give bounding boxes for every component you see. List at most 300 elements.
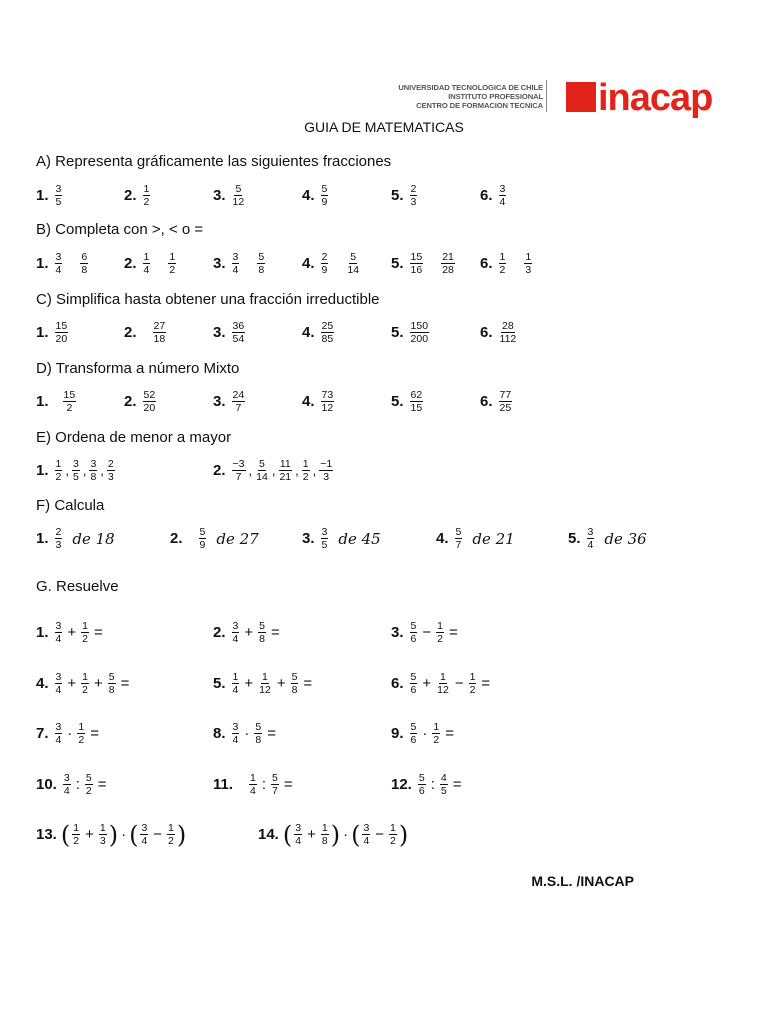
fraction-denominator: 4 bbox=[232, 684, 239, 696]
operator: + bbox=[244, 675, 254, 692]
fraction bbox=[232, 251, 240, 276]
fraction-denominator: 2 bbox=[302, 471, 309, 483]
fraction bbox=[278, 458, 292, 483]
fraction-numerator: 5 bbox=[272, 772, 278, 784]
exercise-f-3 bbox=[302, 526, 381, 551]
fraction bbox=[72, 458, 80, 483]
exercise-a-5 bbox=[391, 183, 419, 208]
fraction-denominator: 2 bbox=[82, 633, 88, 645]
exercise-d-6 bbox=[480, 389, 514, 414]
exercise-number: 6. bbox=[480, 324, 493, 341]
inacap-logo bbox=[548, 78, 718, 124]
exercise-number: 3. bbox=[213, 324, 226, 341]
operator: + bbox=[244, 624, 254, 641]
fraction-numerator: 1 bbox=[143, 251, 150, 263]
exercise-a-2 bbox=[124, 183, 152, 208]
exercise-number: 13. bbox=[36, 826, 57, 843]
exercise-number: 3. bbox=[213, 187, 226, 204]
fraction-denominator: 2 bbox=[73, 835, 80, 847]
exercise-number: 6. bbox=[391, 675, 404, 692]
exercise-g-3 bbox=[391, 620, 461, 645]
operator: : bbox=[75, 776, 80, 793]
fraction-numerator: 5 bbox=[259, 620, 265, 632]
fraction-numerator: 5 bbox=[350, 251, 357, 263]
fraction bbox=[167, 822, 175, 847]
exercise-number: 2. bbox=[124, 324, 137, 341]
institution-line-1: UNIVERSIDAD TECNOLOGICA DE CHILE bbox=[398, 83, 543, 92]
fraction-numerator: 27 bbox=[153, 320, 166, 332]
exercise-g-4 bbox=[36, 671, 132, 696]
fraction bbox=[321, 251, 329, 276]
operator: : bbox=[261, 776, 267, 793]
fraction bbox=[232, 671, 240, 696]
fraction bbox=[258, 620, 266, 645]
exercise-c-6 bbox=[480, 320, 519, 345]
equals-sign: = bbox=[93, 624, 103, 641]
fraction-denominator: 8 bbox=[321, 835, 328, 847]
fraction-denominator: 9 bbox=[321, 264, 328, 276]
exercise-number: 1. bbox=[36, 187, 49, 204]
fraction-denominator: 4 bbox=[232, 633, 239, 645]
fraction-numerator: 1 bbox=[499, 251, 506, 263]
fraction bbox=[410, 251, 424, 276]
section-d-heading: D) Transforma a número Mixto bbox=[36, 360, 240, 377]
fraction-denominator: 5 bbox=[321, 539, 328, 551]
fraction-denominator: 5 bbox=[72, 471, 79, 483]
comma-separator: , bbox=[271, 463, 276, 478]
fraction-denominator: 200 bbox=[410, 333, 429, 345]
exercise-a-6 bbox=[480, 183, 508, 208]
fraction-denominator: 7 bbox=[235, 471, 242, 483]
section-b-heading: B) Completa con >, < o = bbox=[36, 221, 204, 238]
fraction-denominator: 2 bbox=[169, 264, 176, 276]
fraction-numerator: 1 bbox=[168, 822, 174, 834]
fraction bbox=[232, 458, 246, 483]
equals-sign: = bbox=[448, 624, 458, 641]
fraction-denominator: 4 bbox=[55, 633, 62, 645]
fraction-numerator: 5 bbox=[199, 526, 206, 538]
fraction bbox=[55, 526, 63, 551]
fraction bbox=[63, 772, 71, 797]
operator: : bbox=[430, 776, 435, 793]
close-paren: ) bbox=[108, 820, 119, 849]
fraction bbox=[436, 671, 450, 696]
exercise-c-2 bbox=[124, 320, 168, 345]
fraction-denominator: 3 bbox=[410, 196, 417, 208]
fraction bbox=[77, 721, 85, 746]
fraction-denominator: 12 bbox=[321, 402, 334, 414]
fraction-numerator: 3 bbox=[499, 183, 506, 195]
exercise-number: 5. bbox=[391, 187, 404, 204]
fraction-denominator: 5 bbox=[440, 785, 447, 797]
fraction-numerator: 62 bbox=[410, 389, 423, 401]
operator: + bbox=[67, 624, 77, 641]
fraction-numerator: 3 bbox=[141, 822, 148, 834]
fraction-numerator: 5 bbox=[258, 251, 265, 263]
fraction-denominator: 2 bbox=[469, 684, 476, 696]
fraction-denominator: 2 bbox=[55, 471, 62, 483]
fraction-denominator: 12 bbox=[259, 684, 271, 696]
fraction-denominator: 16 bbox=[410, 264, 423, 276]
fraction-numerator: 3 bbox=[90, 458, 97, 470]
comma-separator: , bbox=[312, 463, 317, 478]
fraction bbox=[441, 251, 455, 276]
fraction bbox=[232, 320, 246, 345]
fraction bbox=[410, 671, 418, 696]
fraction-numerator: 3 bbox=[321, 526, 328, 538]
exercise-number: 2. bbox=[124, 187, 137, 204]
fraction bbox=[55, 320, 69, 345]
operator: + bbox=[276, 675, 286, 692]
fraction bbox=[143, 389, 157, 414]
fraction bbox=[55, 183, 63, 208]
fraction-numerator: 1 bbox=[169, 251, 176, 263]
comma-separator: , bbox=[100, 463, 104, 478]
fraction bbox=[232, 620, 240, 645]
fraction bbox=[346, 251, 360, 276]
exercise-f-1 bbox=[36, 526, 115, 551]
fraction-denominator: 8 bbox=[90, 471, 97, 483]
fraction bbox=[469, 671, 477, 696]
exercise-number: 1. bbox=[36, 393, 49, 410]
open-paren: ( bbox=[60, 820, 71, 849]
expression-text: de 18 bbox=[72, 529, 115, 548]
exercise-g-14 bbox=[258, 822, 408, 847]
fraction bbox=[410, 320, 430, 345]
exercise-number: 1. bbox=[36, 462, 49, 479]
equals-sign: = bbox=[303, 675, 313, 692]
fraction bbox=[143, 183, 151, 208]
fraction-numerator: 150 bbox=[410, 320, 429, 332]
expression-text: de 21 bbox=[472, 529, 515, 548]
fraction-denominator: 2 bbox=[66, 402, 73, 414]
fraction-numerator: 5 bbox=[85, 772, 92, 784]
exercise-a-3 bbox=[213, 183, 247, 208]
exercise-number: 2. bbox=[170, 530, 183, 547]
fraction-denominator: 21 bbox=[279, 471, 292, 483]
exercise-number: 5. bbox=[391, 324, 404, 341]
fraction-denominator: 4 bbox=[141, 835, 148, 847]
fraction bbox=[199, 526, 207, 551]
fraction-denominator: 8 bbox=[291, 684, 298, 696]
fraction bbox=[257, 251, 265, 276]
exercise-number: 5. bbox=[213, 675, 226, 692]
exercise-c-3 bbox=[213, 320, 247, 345]
exercise-g-2 bbox=[213, 620, 283, 645]
fraction bbox=[291, 671, 299, 696]
signature: M.S.L. /INACAP bbox=[531, 873, 634, 889]
fraction-numerator: 3 bbox=[55, 183, 62, 195]
fraction bbox=[55, 721, 63, 746]
fraction-numerator: 77 bbox=[499, 389, 512, 401]
fraction-numerator: 2 bbox=[55, 526, 62, 538]
exercise-c-5 bbox=[391, 320, 431, 345]
comma-separator: , bbox=[82, 463, 87, 478]
logo-text: inacap bbox=[598, 77, 713, 119]
fraction-denominator: 112 bbox=[499, 333, 517, 345]
equals-sign: = bbox=[283, 776, 293, 793]
fraction-denominator: 2 bbox=[82, 684, 88, 696]
fraction-numerator: 1 bbox=[143, 183, 150, 195]
exercise-number: 10. bbox=[36, 776, 57, 793]
fraction-denominator: 2 bbox=[143, 196, 150, 208]
fraction-denominator: 2 bbox=[168, 835, 174, 847]
fraction-denominator: 28 bbox=[442, 264, 454, 276]
exercise-g-12 bbox=[391, 772, 464, 797]
fraction-numerator: 5 bbox=[410, 671, 417, 683]
exercise-number: 6. bbox=[480, 255, 493, 272]
fraction-denominator: 14 bbox=[347, 264, 360, 276]
fraction-denominator: 4 bbox=[232, 264, 239, 276]
exercise-g-7 bbox=[36, 721, 102, 746]
exercise-number: 3. bbox=[302, 530, 315, 547]
exercise-number: 12. bbox=[391, 776, 412, 793]
fraction-denominator: 8 bbox=[255, 734, 262, 746]
fraction-denominator: 4 bbox=[363, 835, 370, 847]
fraction-numerator: 2 bbox=[410, 183, 417, 195]
fraction bbox=[143, 251, 151, 276]
fraction-numerator: 25 bbox=[321, 320, 334, 332]
comma-separator: , bbox=[295, 463, 299, 478]
fraction-numerator: 3 bbox=[63, 772, 70, 784]
fraction-denominator: 2 bbox=[433, 734, 440, 746]
fraction-numerator: 1 bbox=[73, 822, 80, 834]
fraction-numerator: 5 bbox=[235, 183, 242, 195]
fraction bbox=[436, 620, 444, 645]
fraction-denominator: 4 bbox=[499, 196, 506, 208]
fraction-numerator: 73 bbox=[321, 389, 334, 401]
fraction bbox=[302, 458, 310, 483]
open-paren: ( bbox=[129, 820, 139, 849]
fraction bbox=[81, 671, 89, 696]
fraction-denominator: 3 bbox=[107, 471, 114, 483]
fraction bbox=[80, 251, 88, 276]
fraction-denominator: 6 bbox=[410, 633, 417, 645]
exercise-number: 3. bbox=[213, 255, 226, 272]
fraction-denominator: 4 bbox=[232, 734, 239, 746]
operator: − bbox=[454, 675, 464, 692]
expression-text: de 36 bbox=[604, 529, 647, 548]
fraction-numerator: 1 bbox=[437, 620, 443, 632]
header-divider bbox=[546, 80, 547, 112]
exercise-number: 6. bbox=[480, 393, 493, 410]
fraction-numerator: 1 bbox=[262, 671, 268, 683]
exercise-f-5 bbox=[568, 526, 647, 551]
exercise-d-3 bbox=[213, 389, 247, 414]
fraction-denominator: 8 bbox=[81, 264, 88, 276]
exercise-a-1 bbox=[36, 183, 64, 208]
exercise-number: 1. bbox=[36, 324, 49, 341]
fraction-numerator: 1 bbox=[390, 822, 396, 834]
fraction bbox=[108, 671, 116, 696]
exercise-number: 2. bbox=[213, 624, 226, 641]
exercise-e-1 bbox=[36, 458, 117, 483]
fraction-numerator: 5 bbox=[321, 183, 328, 195]
fraction-denominator: 14 bbox=[256, 471, 268, 483]
exercise-number: 5. bbox=[391, 393, 404, 410]
fraction bbox=[232, 389, 246, 414]
fraction bbox=[440, 772, 448, 797]
exercise-g-8 bbox=[213, 721, 279, 746]
close-paren: ) bbox=[398, 820, 409, 849]
fraction-denominator: 4 bbox=[63, 785, 70, 797]
fraction bbox=[81, 620, 89, 645]
operator: · bbox=[121, 826, 127, 843]
exercise-number: 2. bbox=[124, 255, 137, 272]
fraction-numerator: 5 bbox=[455, 526, 462, 538]
fraction-denominator: 4 bbox=[250, 785, 256, 797]
exercise-c-4 bbox=[302, 320, 336, 345]
fraction bbox=[255, 458, 269, 483]
exercise-d-1 bbox=[36, 389, 78, 414]
fraction-numerator: 3 bbox=[55, 671, 62, 683]
exercise-number: 7. bbox=[36, 725, 49, 742]
fraction-numerator: 1 bbox=[525, 251, 532, 263]
fraction bbox=[258, 671, 272, 696]
institution-name bbox=[388, 83, 543, 110]
fraction-numerator: 24 bbox=[232, 389, 245, 401]
operator: · bbox=[67, 725, 73, 742]
fraction-denominator: 25 bbox=[499, 402, 512, 414]
exercise-number: 1. bbox=[36, 255, 49, 272]
fraction-denominator: 9 bbox=[321, 196, 328, 208]
operator: − bbox=[375, 826, 385, 843]
equals-sign: = bbox=[120, 675, 130, 692]
fraction-numerator: 1 bbox=[302, 458, 309, 470]
open-paren: ( bbox=[282, 820, 293, 849]
logo-red-square bbox=[566, 82, 596, 112]
operator: − bbox=[422, 624, 432, 641]
fraction bbox=[232, 721, 240, 746]
close-paren: ) bbox=[176, 820, 187, 849]
fraction-denominator: 4 bbox=[55, 734, 62, 746]
fraction bbox=[55, 251, 63, 276]
exercise-number: 1. bbox=[36, 624, 49, 641]
fraction bbox=[410, 389, 424, 414]
fraction-denominator: 12 bbox=[437, 684, 449, 696]
operator: + bbox=[85, 826, 94, 843]
fraction-denominator: 8 bbox=[108, 684, 115, 696]
exercise-number: 3. bbox=[213, 393, 226, 410]
fraction-denominator: 3 bbox=[323, 471, 330, 483]
fraction-numerator: −1 bbox=[320, 458, 333, 470]
fraction-numerator: 5 bbox=[255, 721, 262, 733]
fraction-denominator: 54 bbox=[232, 333, 245, 345]
fraction bbox=[410, 620, 418, 645]
fraction-numerator: 15 bbox=[55, 320, 68, 332]
exercise-f-2 bbox=[170, 526, 259, 551]
fraction-numerator: 36 bbox=[232, 320, 245, 332]
fraction-denominator: 4 bbox=[55, 684, 62, 696]
fraction-numerator: 3 bbox=[232, 620, 239, 632]
exercise-d-4 bbox=[302, 389, 336, 414]
fraction bbox=[232, 183, 246, 208]
fraction-denominator: 7 bbox=[455, 539, 462, 551]
fraction-numerator: 2 bbox=[321, 251, 328, 263]
fraction bbox=[362, 822, 370, 847]
equals-sign: = bbox=[270, 624, 280, 641]
exercise-e-2 bbox=[213, 458, 335, 483]
fraction bbox=[524, 251, 532, 276]
comma-separator: , bbox=[248, 463, 253, 478]
section-f-heading: F) Calcula bbox=[36, 497, 105, 514]
fraction-numerator: 3 bbox=[363, 822, 370, 834]
exercise-b-1 bbox=[36, 251, 90, 276]
fraction bbox=[389, 822, 397, 847]
exercise-number: 4. bbox=[436, 530, 449, 547]
fraction bbox=[55, 620, 63, 645]
fraction-numerator: 15 bbox=[63, 389, 76, 401]
fraction-numerator: 5 bbox=[259, 458, 265, 470]
fraction bbox=[499, 183, 507, 208]
fraction-numerator: −3 bbox=[232, 458, 245, 470]
exercise-b-4 bbox=[302, 251, 362, 276]
fraction-numerator: 3 bbox=[232, 721, 239, 733]
fraction bbox=[107, 458, 115, 483]
fraction bbox=[499, 389, 513, 414]
equals-sign: = bbox=[97, 776, 107, 793]
fraction-denominator: 9 bbox=[199, 539, 206, 551]
exercise-number: 4. bbox=[302, 187, 315, 204]
fraction-denominator: 20 bbox=[143, 402, 156, 414]
fraction bbox=[254, 721, 262, 746]
equals-sign: = bbox=[90, 725, 99, 742]
section-a-heading: A) Representa gráficamente las siguientes fracciones bbox=[36, 153, 392, 170]
exercise-number: 4. bbox=[302, 255, 315, 272]
fraction-numerator: 3 bbox=[55, 251, 62, 263]
fraction-denominator: 18 bbox=[153, 333, 166, 345]
fraction-denominator: 3 bbox=[525, 264, 532, 276]
exercise-number: 2. bbox=[213, 462, 226, 479]
fraction bbox=[89, 458, 97, 483]
fraction-numerator: 3 bbox=[72, 458, 79, 470]
exercise-number: 6. bbox=[480, 187, 493, 204]
fraction-numerator: 1 bbox=[55, 458, 62, 470]
fraction-denominator: 4 bbox=[587, 539, 594, 551]
fraction-denominator: 2 bbox=[437, 633, 443, 645]
exercise-number: 1. bbox=[36, 530, 49, 547]
fraction-numerator: 5 bbox=[291, 671, 298, 683]
exercise-number: 4. bbox=[302, 393, 315, 410]
fraction-denominator: 7 bbox=[272, 785, 278, 797]
exercise-g-9 bbox=[391, 721, 457, 746]
fraction-numerator: 3 bbox=[587, 526, 594, 538]
fraction-denominator: 85 bbox=[321, 333, 334, 345]
exercise-d-5 bbox=[391, 389, 425, 414]
equals-sign: = bbox=[481, 675, 491, 692]
fraction-numerator: 1 bbox=[321, 822, 328, 834]
fraction-denominator: 2 bbox=[85, 785, 92, 797]
fraction bbox=[319, 458, 333, 483]
exercise-number: 2. bbox=[124, 393, 137, 410]
fraction-numerator: 3 bbox=[55, 721, 62, 733]
expression-text: de 27 bbox=[216, 529, 259, 548]
fraction-numerator: 28 bbox=[502, 320, 514, 332]
fraction bbox=[410, 183, 418, 208]
section-e-heading: E) Ordena de menor a mayor bbox=[36, 429, 232, 446]
fraction-numerator: 5 bbox=[410, 620, 417, 632]
exercise-b-3 bbox=[213, 251, 267, 276]
fraction-numerator: 1 bbox=[99, 822, 106, 834]
section-c-heading: C) Simplifica hasta obtener una fracción irreductible bbox=[36, 291, 380, 308]
operator: · bbox=[244, 725, 250, 742]
fraction-numerator: 21 bbox=[442, 251, 454, 263]
fraction bbox=[587, 526, 595, 551]
fraction-denominator: 2 bbox=[499, 264, 506, 276]
exercise-b-2 bbox=[124, 251, 178, 276]
exercise-c-1 bbox=[36, 320, 70, 345]
exercise-number: 11. bbox=[213, 776, 234, 793]
